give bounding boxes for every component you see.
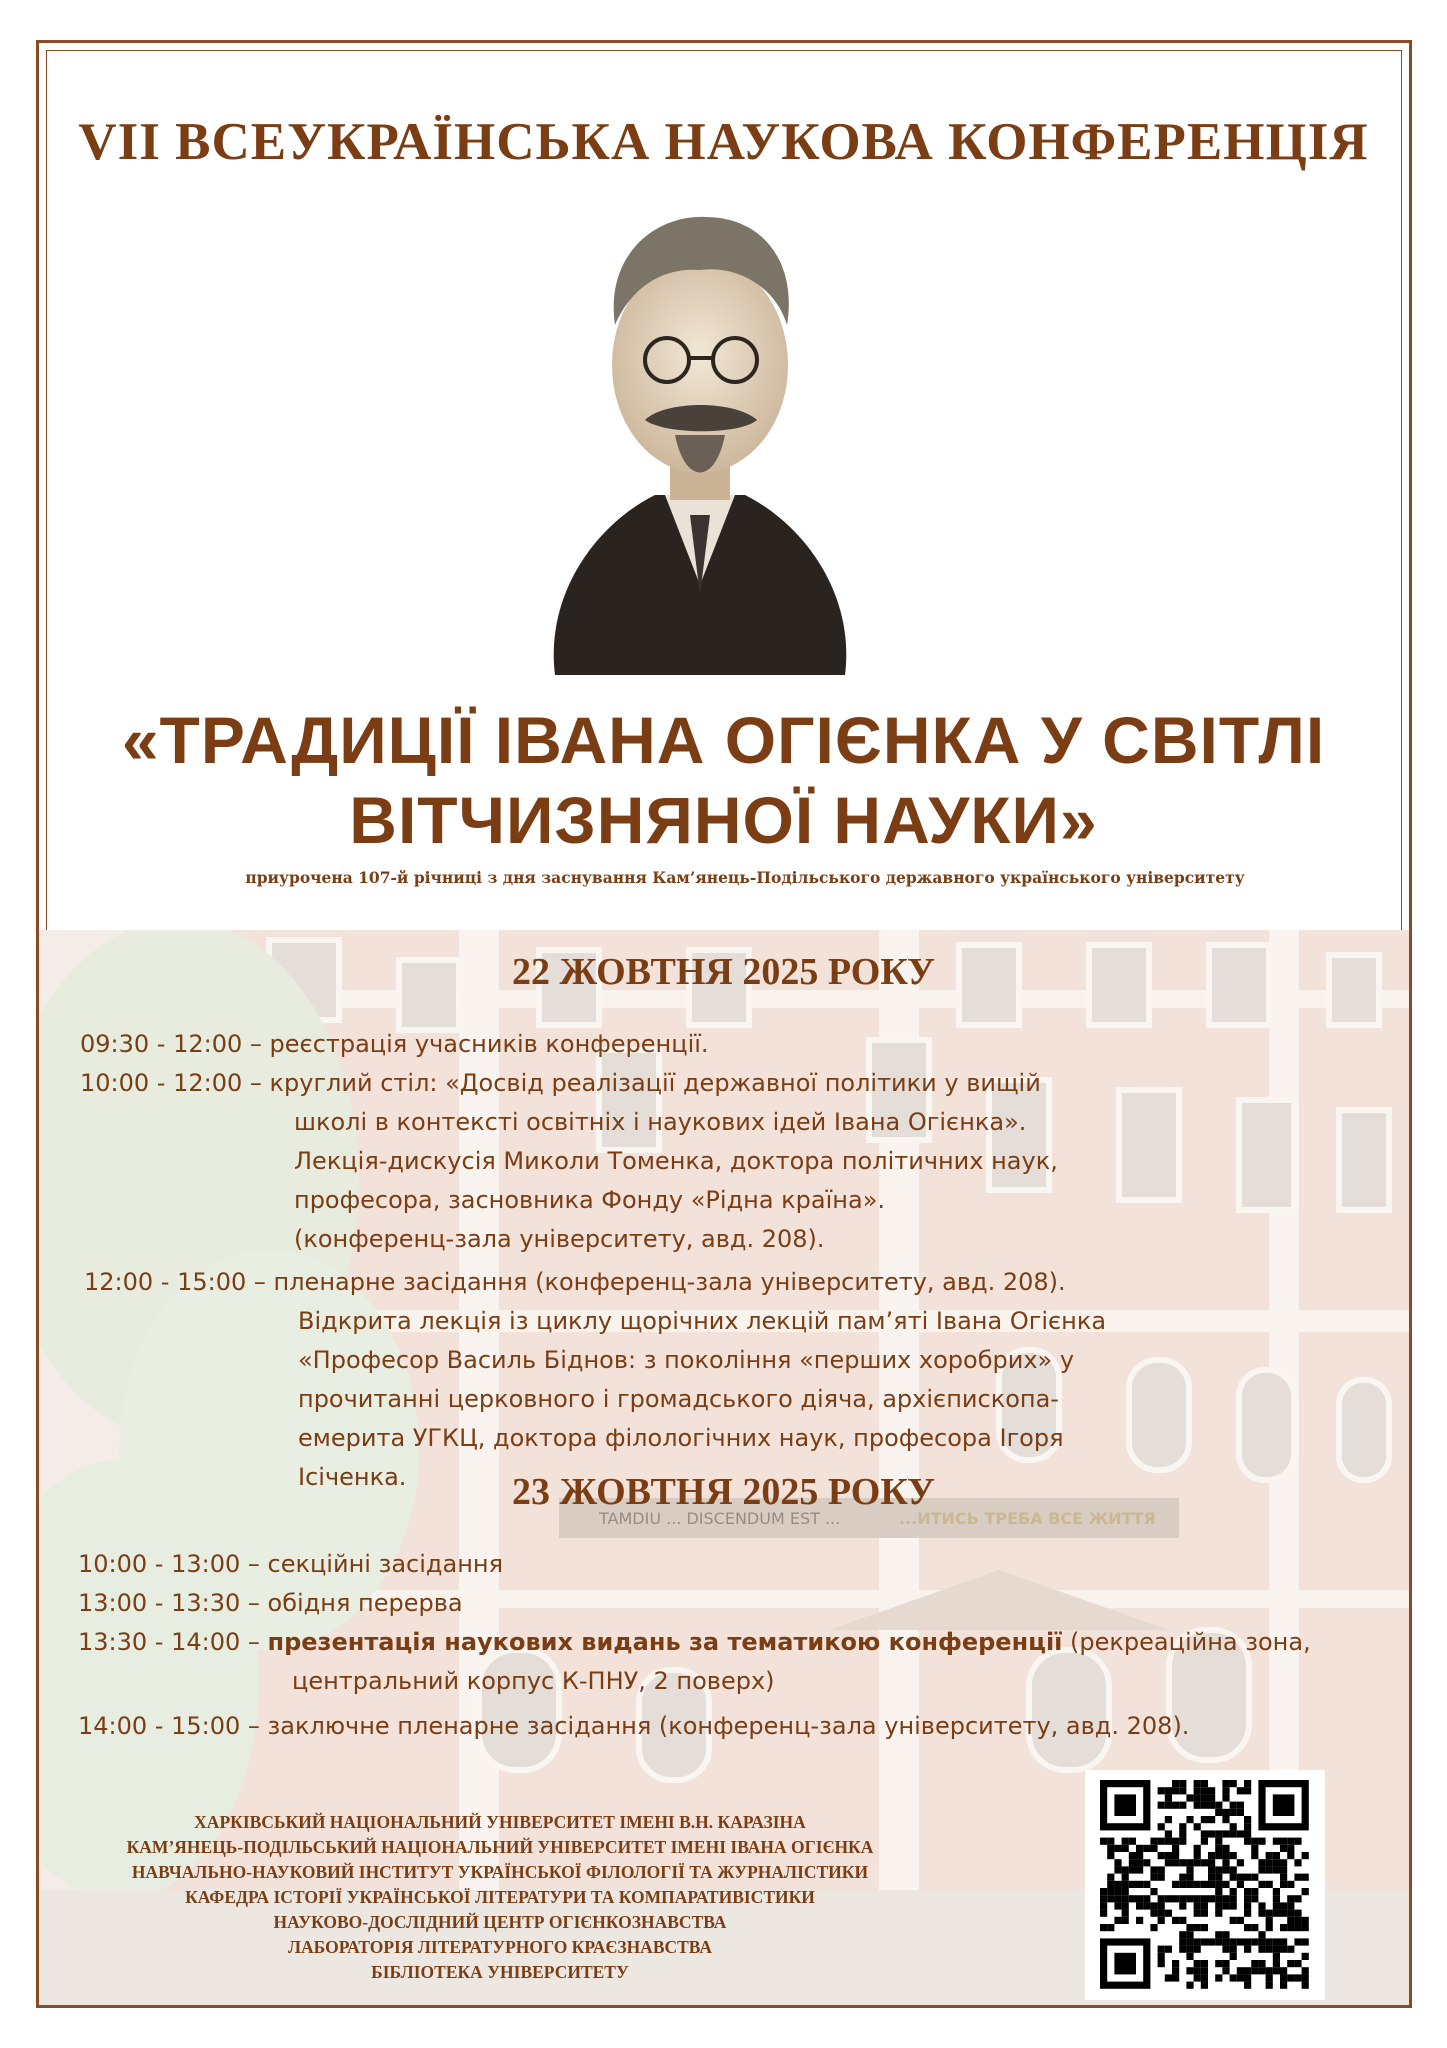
organizer-line: ЛАБОРАТОРІЯ ЛІТЕРАТУРНОГО КРАЄЗНАВСТВА <box>287 1937 713 1957</box>
organizer-line: КАФЕДРА ІСТОРІЇ УКРАЇНСЬКОЇ ЛІТЕРАТУРИ ТА КОМПАРАТИВІСТИКИ <box>185 1887 815 1907</box>
schedule-continuation: прочитанні церковного і громадського діяча, архієпископа- <box>298 1385 1059 1413</box>
schedule-continuation: школі в контексті освітніх і наукових ідей Івана Огієнка». <box>294 1108 1027 1136</box>
portrait-photo-icon <box>535 195 865 675</box>
conference-title: VII ВСЕУКРАЇНСЬКА НАУКОВА КОНФЕРЕНЦІЯ <box>78 113 1369 171</box>
schedule-time: 09:30 - 12:00 – <box>80 1030 270 1058</box>
schedule-item <box>80 1025 1106 1064</box>
svg-text:TAMDIU ... DISCENDUM EST ...: TAMDIU ... DISCENDUM EST ... <box>599 1509 841 1528</box>
schedule-continuation: Ісіченка. <box>298 1463 407 1491</box>
schedule-text: заключне пленарне засідання (конференц-зала університету, авд. 208). <box>267 1712 1190 1740</box>
day1-heading: 22 ЖОВТНЯ 2025 РОКУ <box>511 951 936 993</box>
main-title-line2: ВІТЧИЗНЯНОЇ НАУКИ» <box>349 783 1098 857</box>
schedule-text: (рекреаційна зона, <box>1062 1628 1311 1656</box>
subtitle: приурочена 107-й річниці з дня заснування Кам’янець-Подільського державного українського університету <box>245 868 1245 887</box>
schedule-item <box>78 1545 1311 1584</box>
schedule-text-bold: презентація наукових видань за тематикою конференції <box>267 1628 1063 1656</box>
schedule-item <box>78 1584 1311 1623</box>
organizer-line: КАМ’ЯНЕЦЬ-ПОДІЛЬСЬКИЙ НАЦІОНАЛЬНИЙ УНІВЕРСИТЕТ ІМЕНІ ІВАНА ОГІЄНКА <box>126 1837 874 1857</box>
organizer-line: НАУКОВО-ДОСЛІДНИЙ ЦЕНТР ОГІЄНКОЗНАВСТВА <box>273 1912 727 1932</box>
organizer-line: БІБЛІОТЕКА УНІВЕРСИТЕТУ <box>371 1962 629 1982</box>
schedule-item <box>80 1064 1106 1103</box>
schedule-time: 13:00 - 13:30 – <box>78 1589 268 1617</box>
schedule-time: 12:00 - 15:00 – <box>84 1268 274 1296</box>
main-title <box>0 700 1447 860</box>
schedule-text: круглий стіл: «Досвід реалізації державної політики у вищій <box>269 1069 1041 1097</box>
svg-text:...ИТИСЬ ТРЕБА ВСЕ ЖИТТЯ: ...ИТИСЬ ТРЕБА ВСЕ ЖИТТЯ <box>899 1509 1156 1528</box>
organizer-line: ХАРКІВСЬКИЙ НАЦІОНАЛЬНИЙ УНІВЕРСИТЕТ ІМЕНІ В.Н. КАРАЗІНА <box>194 1812 806 1832</box>
schedule-continuation: «Професор Василь Біднов: з покоління «перших хоробрих» у <box>298 1346 1075 1374</box>
schedule-item <box>78 1707 1311 1746</box>
organizers-list <box>70 1810 930 1985</box>
schedule-item <box>78 1623 1311 1662</box>
schedule-continuation: (конференц-зала університету, авд. 208). <box>294 1225 825 1253</box>
schedule-text: секційні засідання <box>267 1550 504 1578</box>
day2-schedule <box>78 1545 1311 1746</box>
main-title-line1: «ТРАДИЦІЇ ІВАНА ОГІЄНКА У СВІТЛІ <box>121 703 1326 777</box>
schedule-continuation: Лекція-дискусія Миколи Томенка, доктора політичних наук, <box>294 1147 1058 1175</box>
day1-schedule <box>80 1025 1106 1497</box>
schedule-time: 13:30 - 14:00 – <box>78 1628 268 1656</box>
organizer-line: НАВЧАЛЬНО-НАУКОВИЙ ІНСТИТУТ УКРАЇНСЬКОЇ ФІЛОЛОГІЇ ТА ЖУРНАЛІСТИКИ <box>131 1862 869 1882</box>
schedule-text: реєстрація учасників конференції. <box>269 1030 709 1058</box>
schedule-time: 10:00 - 12:00 – <box>80 1069 270 1097</box>
schedule-item <box>80 1263 1106 1302</box>
day2-heading: 23 ЖОВТНЯ 2025 РОКУ <box>511 1471 936 1513</box>
schedule-time: 10:00 - 13:00 – <box>78 1550 268 1578</box>
qr-code-icon[interactable] <box>1085 1770 1325 2000</box>
schedule-text: пленарне засідання (конференц-зала університету, авд. 208). <box>273 1268 1066 1296</box>
schedule-text: обідня перерва <box>267 1589 463 1617</box>
schedule-continuation: Відкрита лекція із циклу щорічних лекцій пам’яті Івана Огієнка <box>298 1307 1107 1335</box>
schedule-continuation: професора, засновника Фонду «Рідна країна». <box>294 1186 885 1214</box>
schedule-continuation: центральний корпус К-ПНУ, 2 поверх) <box>292 1667 775 1695</box>
schedule-continuation: емерита УГКЦ, доктора філологічних наук, професора Ігоря <box>298 1424 1064 1452</box>
schedule-time: 14:00 - 15:00 – <box>78 1712 268 1740</box>
